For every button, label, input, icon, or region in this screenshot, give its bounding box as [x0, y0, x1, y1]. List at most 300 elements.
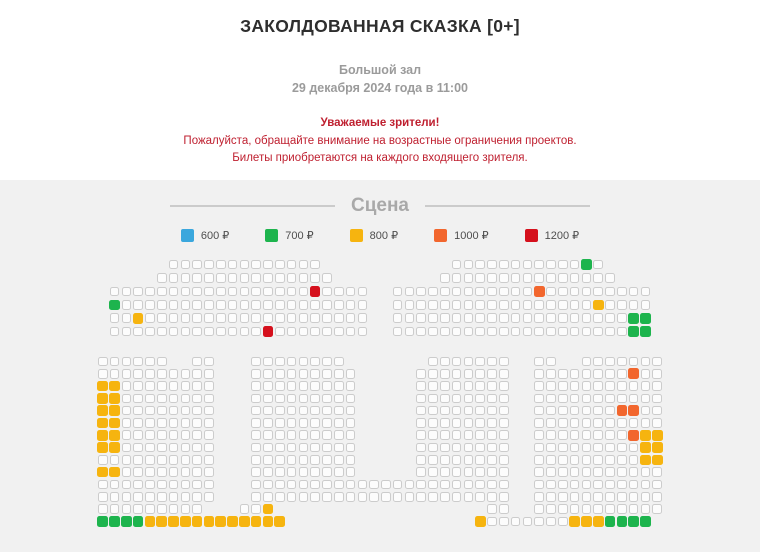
age-notice: [0, 115, 760, 167]
seat-sold: [546, 430, 556, 440]
seat-sold: [169, 287, 179, 297]
seat-row: [97, 441, 663, 453]
seat-sold: [546, 443, 556, 453]
seat-row: [97, 298, 663, 311]
seat-sold: [582, 327, 592, 337]
seat-sold: [570, 287, 580, 297]
seat-available[interactable]: [239, 516, 250, 527]
seat-sold: [310, 467, 320, 477]
seat-sold: [275, 443, 285, 453]
stage-label: Сцена: [350, 195, 409, 216]
seat-sold: [499, 517, 509, 527]
seat-row: [97, 325, 663, 338]
seat-sold: [523, 313, 533, 323]
seat-sold: [617, 300, 627, 310]
seat-available[interactable]: [628, 326, 639, 337]
seating-panel: [0, 180, 760, 552]
seat-sold: [464, 492, 474, 502]
seat-sold: [593, 357, 603, 367]
seat-sold: [558, 480, 568, 490]
seat-sold: [169, 430, 179, 440]
seat-row: [97, 429, 663, 441]
seat-sold: [570, 260, 580, 270]
seat-available[interactable]: [310, 286, 321, 297]
seat-sold: [570, 369, 580, 379]
seat-sold: [299, 467, 309, 477]
seat-sold: [133, 357, 143, 367]
seat-available[interactable]: [652, 442, 663, 453]
seat-sold: [98, 369, 108, 379]
seat-sold: [641, 504, 651, 514]
seat-sold: [133, 418, 143, 428]
price-swatch-1200: [525, 229, 538, 242]
seat-sold: [416, 492, 426, 502]
seat-sold: [133, 406, 143, 416]
seat-available[interactable]: [97, 418, 108, 429]
seat-sold: [133, 443, 143, 453]
seat-sold: [216, 273, 226, 283]
seat-sold: [511, 287, 521, 297]
seat-sold: [558, 327, 568, 337]
seat-sold: [251, 467, 261, 477]
seat-available[interactable]: [263, 326, 274, 337]
seat-sold: [605, 455, 615, 465]
seat-sold: [605, 443, 615, 453]
seat-sold: [440, 381, 450, 391]
seat-sold: [605, 327, 615, 337]
seat-sold: [405, 480, 415, 490]
seat-sold: [593, 260, 603, 270]
seat-sold: [287, 327, 297, 337]
seat-sold: [452, 418, 462, 428]
seat-sold: [334, 418, 344, 428]
seat-row: [97, 258, 663, 271]
seat-row: [97, 417, 663, 429]
seat-sold: [475, 406, 485, 416]
seat-sold: [334, 369, 344, 379]
seat-sold: [605, 418, 615, 428]
seat-available[interactable]: [640, 442, 651, 453]
seat-sold: [570, 300, 580, 310]
seat-sold: [523, 287, 533, 297]
seat-sold: [310, 480, 320, 490]
seat-sold: [605, 504, 615, 514]
seat-sold: [558, 369, 568, 379]
seat-available[interactable]: [204, 516, 215, 527]
seat-sold: [299, 287, 309, 297]
seat-sold: [452, 467, 462, 477]
seat-sold: [169, 327, 179, 337]
seat-sold: [499, 480, 509, 490]
seat-available[interactable]: [593, 300, 604, 311]
seat-available[interactable]: [652, 430, 663, 441]
seat-sold: [346, 327, 356, 337]
seat-available[interactable]: [109, 300, 120, 311]
seat-sold: [157, 394, 167, 404]
seat-sold: [145, 313, 155, 323]
hall-name: Большой зал: [338, 63, 422, 77]
seat-sold: [546, 467, 556, 477]
seat-sold: [475, 455, 485, 465]
seat-available[interactable]: [640, 430, 651, 441]
seat-sold: [169, 467, 179, 477]
seat-available[interactable]: [109, 516, 120, 527]
seat-available[interactable]: [605, 516, 616, 527]
seat-available[interactable]: [628, 516, 639, 527]
seat-available[interactable]: [617, 405, 628, 416]
seat-sold: [275, 406, 285, 416]
seat-available[interactable]: [628, 430, 639, 441]
seat-sold: [582, 418, 592, 428]
seat-row: [97, 285, 663, 298]
seat-sold: [641, 418, 651, 428]
seat-sold: [251, 504, 261, 514]
seat-sold: [499, 430, 509, 440]
seat-sold: [263, 381, 273, 391]
seat-sold: [122, 313, 132, 323]
seat-sold: [428, 492, 438, 502]
seat-sold: [617, 430, 627, 440]
seat-sold: [558, 273, 568, 283]
seat-sold: [169, 455, 179, 465]
seat-available[interactable]: [475, 516, 486, 527]
seat-available[interactable]: [109, 393, 120, 404]
seat-sold: [617, 504, 627, 514]
seat-sold: [275, 357, 285, 367]
seat-sold: [204, 406, 214, 416]
seat-sold: [464, 273, 474, 283]
seat-sold: [251, 394, 261, 404]
seat-available[interactable]: [156, 516, 167, 527]
seat-sold: [405, 327, 415, 337]
seat-available[interactable]: [97, 516, 108, 527]
seat-sold: [475, 287, 485, 297]
stage-header: [0, 180, 760, 217]
seat-sold: [110, 480, 120, 490]
seat-sold: [440, 300, 450, 310]
seat-sold: [487, 260, 497, 270]
seat-available[interactable]: [640, 455, 651, 466]
seat-sold: [334, 455, 344, 465]
seat-sold: [181, 287, 191, 297]
seat-sold: [452, 430, 462, 440]
seat-available[interactable]: [569, 516, 580, 527]
seat-sold: [464, 406, 474, 416]
seat-available[interactable]: [109, 381, 120, 392]
seat-sold: [192, 287, 202, 297]
seat-sold: [157, 492, 167, 502]
seat-sold: [122, 430, 132, 440]
seat-sold: [169, 313, 179, 323]
seat-available[interactable]: [121, 516, 132, 527]
seat-available[interactable]: [180, 516, 191, 527]
seat-available[interactable]: [109, 418, 120, 429]
seat-sold: [334, 287, 344, 297]
legend-item-600: [181, 229, 229, 242]
seat-sold: [558, 418, 568, 428]
seat-sold: [617, 443, 627, 453]
seat-sold: [133, 300, 143, 310]
seat-sold: [452, 273, 462, 283]
seat-sold: [346, 443, 356, 453]
seat-sold: [416, 430, 426, 440]
seat-sold: [346, 300, 356, 310]
seat-sold: [593, 313, 603, 323]
seat-row: [97, 515, 663, 527]
seat-sold: [534, 517, 544, 527]
seat-sold: [216, 327, 226, 337]
seat-sold: [157, 381, 167, 391]
price-label-1200: 1200 ₽: [544, 230, 580, 242]
seat-sold: [428, 369, 438, 379]
seat-sold: [251, 273, 261, 283]
seat-sold: [464, 467, 474, 477]
seat-sold: [157, 273, 167, 283]
seat-available[interactable]: [168, 516, 179, 527]
seat-sold: [287, 455, 297, 465]
seat-sold: [133, 430, 143, 440]
seat-sold: [464, 300, 474, 310]
seat-sold: [452, 313, 462, 323]
seat-sold: [251, 406, 261, 416]
seat-sold: [593, 327, 603, 337]
seat-sold: [192, 480, 202, 490]
seat-sold: [334, 313, 344, 323]
seat-sold: [346, 480, 356, 490]
seat-available[interactable]: [97, 442, 108, 453]
seat-sold: [593, 418, 603, 428]
seat-sold: [440, 443, 450, 453]
seat-sold: [122, 369, 132, 379]
seat-sold: [122, 455, 132, 465]
seat-sold: [593, 273, 603, 283]
seat-available[interactable]: [109, 467, 120, 478]
seat-sold: [334, 480, 344, 490]
seat-sold: [110, 492, 120, 502]
seat-sold: [428, 357, 438, 367]
price-label-800: 800 ₽: [369, 230, 399, 242]
seat-sold: [582, 369, 592, 379]
seat-available[interactable]: [109, 405, 120, 416]
seat-sold: [534, 300, 544, 310]
seat-sold: [287, 273, 297, 283]
seat-sold: [157, 313, 167, 323]
seat-sold: [287, 430, 297, 440]
seat-sold: [582, 287, 592, 297]
seat-sold: [534, 260, 544, 270]
seat-available[interactable]: [628, 368, 639, 379]
seat-sold: [464, 327, 474, 337]
seat-sold: [440, 357, 450, 367]
seat-sold: [652, 492, 662, 502]
seat-sold: [204, 313, 214, 323]
seat-available[interactable]: [97, 405, 108, 416]
seat-sold: [110, 455, 120, 465]
seat-sold: [287, 357, 297, 367]
seat-sold: [322, 443, 332, 453]
seat-sold: [593, 369, 603, 379]
seat-sold: [334, 467, 344, 477]
seat-sold: [299, 443, 309, 453]
seat-sold: [582, 467, 592, 477]
seat-sold: [617, 357, 627, 367]
seat-sold: [322, 480, 332, 490]
seat-sold: [287, 260, 297, 270]
seat-sold: [534, 313, 544, 323]
seat-sold: [240, 260, 250, 270]
seat-available[interactable]: [133, 313, 144, 324]
seat-sold: [452, 369, 462, 379]
seat-sold: [546, 480, 556, 490]
seat-available[interactable]: [652, 455, 663, 466]
seat-sold: [464, 287, 474, 297]
seat-sold: [546, 357, 556, 367]
seat-sold: [299, 381, 309, 391]
seat-sold: [582, 455, 592, 465]
seat-sold: [299, 455, 309, 465]
seat-available[interactable]: [227, 516, 238, 527]
seat-sold: [534, 369, 544, 379]
seat-sold: [122, 381, 132, 391]
seat-available[interactable]: [628, 313, 639, 324]
seat-sold: [358, 287, 368, 297]
seat-available[interactable]: [640, 516, 651, 527]
seat-sold: [263, 406, 273, 416]
seat-sold: [181, 369, 191, 379]
seat-sold: [263, 357, 273, 367]
seat-sold: [405, 300, 415, 310]
seat-available[interactable]: [640, 326, 651, 337]
seat-sold: [546, 273, 556, 283]
seat-sold: [263, 369, 273, 379]
seat-sold: [192, 357, 202, 367]
seat-available[interactable]: [192, 516, 203, 527]
seat-sold: [582, 300, 592, 310]
seat-available[interactable]: [145, 516, 156, 527]
seat-row: [97, 392, 663, 404]
seat-sold: [122, 492, 132, 502]
seat-sold: [582, 406, 592, 416]
seat-sold: [122, 327, 132, 337]
seat-sold: [440, 406, 450, 416]
seat-available[interactable]: [97, 393, 108, 404]
seat-sold: [299, 492, 309, 502]
seat-sold: [157, 443, 167, 453]
seat-sold: [334, 394, 344, 404]
seat-available[interactable]: [109, 442, 120, 453]
seat-sold: [452, 260, 462, 270]
seat-sold: [275, 369, 285, 379]
seat-sold: [110, 369, 120, 379]
seat-sold: [440, 394, 450, 404]
stage-line-right: [425, 205, 590, 207]
seat-sold: [464, 455, 474, 465]
seat-sold: [582, 504, 592, 514]
seat-available[interactable]: [263, 504, 274, 515]
seat-available[interactable]: [581, 516, 592, 527]
seat-sold: [240, 313, 250, 323]
seat-available[interactable]: [628, 405, 639, 416]
seat-available[interactable]: [534, 286, 545, 297]
seat-sold: [534, 381, 544, 391]
seat-sold: [192, 313, 202, 323]
seat-sold: [181, 467, 191, 477]
seat-sold: [452, 480, 462, 490]
seat-available[interactable]: [593, 516, 604, 527]
seat-sold: [310, 381, 320, 391]
seat-sold: [310, 443, 320, 453]
seat-sold: [299, 260, 309, 270]
seat-sold: [263, 273, 273, 283]
seat-sold: [629, 357, 639, 367]
seat-sold: [310, 406, 320, 416]
seat-sold: [617, 418, 627, 428]
seat-sold: [558, 430, 568, 440]
seat-sold: [652, 381, 662, 391]
seat-sold: [157, 430, 167, 440]
seat-sold: [499, 357, 509, 367]
seat-sold: [240, 273, 250, 283]
seat-sold: [157, 455, 167, 465]
seat-sold: [122, 504, 132, 514]
seat-sold: [145, 394, 155, 404]
seat-sold: [322, 273, 332, 283]
seat-sold: [641, 406, 651, 416]
seat-sold: [145, 443, 155, 453]
seat-sold: [322, 327, 332, 337]
seat-available[interactable]: [215, 516, 226, 527]
seat-sold: [534, 443, 544, 453]
seat-sold: [428, 394, 438, 404]
seat-sold: [487, 504, 497, 514]
seat-sold: [617, 381, 627, 391]
seat-sold: [487, 480, 497, 490]
seat-sold: [322, 394, 332, 404]
seat-available[interactable]: [97, 467, 108, 478]
seat-available[interactable]: [263, 516, 274, 527]
seat-sold: [169, 369, 179, 379]
seat-sold: [534, 273, 544, 283]
seat-available[interactable]: [617, 516, 628, 527]
seat-sold: [428, 406, 438, 416]
seat-sold: [641, 287, 651, 297]
seat-sold: [499, 313, 509, 323]
seat-sold: [145, 327, 155, 337]
seat-sold: [275, 418, 285, 428]
seat-available[interactable]: [581, 259, 592, 270]
seat-available[interactable]: [97, 381, 108, 392]
seat-sold: [416, 443, 426, 453]
seat-sold: [251, 313, 261, 323]
notice-line-2: Билеты приобретаются на каждого входящего зрителя.: [232, 151, 528, 164]
seat-sold: [310, 273, 320, 283]
seat-sold: [416, 287, 426, 297]
seat-sold: [169, 260, 179, 270]
seat-sold: [499, 418, 509, 428]
seat-sold: [393, 300, 403, 310]
seat-available[interactable]: [274, 516, 285, 527]
seat-available[interactable]: [640, 313, 651, 324]
seat-available[interactable]: [133, 516, 144, 527]
seat-sold: [558, 467, 568, 477]
seat-sold: [641, 480, 651, 490]
seat-available[interactable]: [109, 430, 120, 441]
seat-sold: [629, 381, 639, 391]
seat-sold: [251, 455, 261, 465]
seat-available[interactable]: [97, 430, 108, 441]
seat-sold: [464, 430, 474, 440]
seat-available[interactable]: [251, 516, 262, 527]
